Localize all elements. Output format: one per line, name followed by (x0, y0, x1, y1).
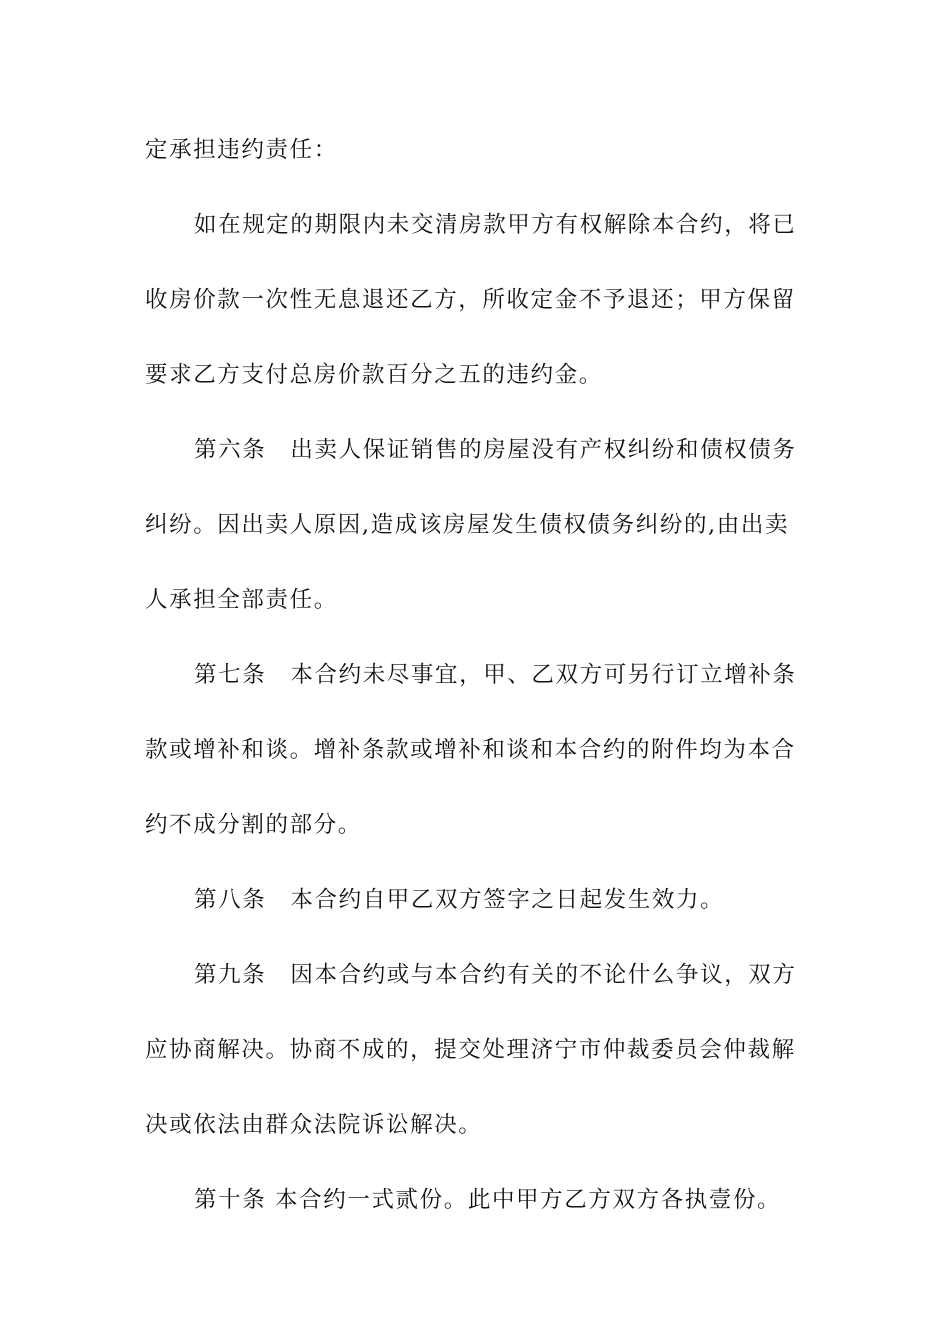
text-line-7: 人承担全部责任。 (145, 587, 338, 613)
text-line-9: 款或增补和谈。增补条款或增补和谈和本合约的附件均为本合 (145, 737, 796, 763)
text-line-13: 应协商解决。协商不成的，提交处理济宁市仲裁委员会仲裁解 (145, 1037, 796, 1063)
text-line-1: 定承担违约责任： (145, 137, 338, 163)
text-line-2: 如在规定的期限内未交清房款甲方有权解除本合约，将已 (194, 212, 797, 238)
text-line-6: 纠纷。因出卖人原因,造成该房屋发生债权债务纠纷的,由出卖 (145, 512, 790, 538)
text-line-12: 第九条 因本合约或与本合约有关的不论什么争议，双方 (194, 962, 797, 988)
text-line-3: 收房价款一次性无息退还乙方，所收定金不予退还；甲方保留 (145, 287, 796, 313)
text-line-10: 约不成分割的部分。 (145, 812, 362, 838)
text-line-15: 第十条 本合约一式贰份。此中甲方乙方双方各执壹份。 (194, 1187, 782, 1213)
text-line-14: 决或依法由群众法院诉讼解决。 (145, 1112, 483, 1138)
text-line-11: 第八条 本合约自甲乙双方签字之日起发生效力。 (194, 887, 725, 913)
text-line-5: 第六条 出卖人保证销售的房屋没有产权纠纷和债权债务 (194, 437, 797, 463)
text-line-8: 第七条 本合约未尽事宜，甲、乙双方可另行订立增补条 (194, 662, 797, 688)
text-line-4: 要求乙方支付总房价款百分之五的违约金。 (145, 362, 603, 388)
